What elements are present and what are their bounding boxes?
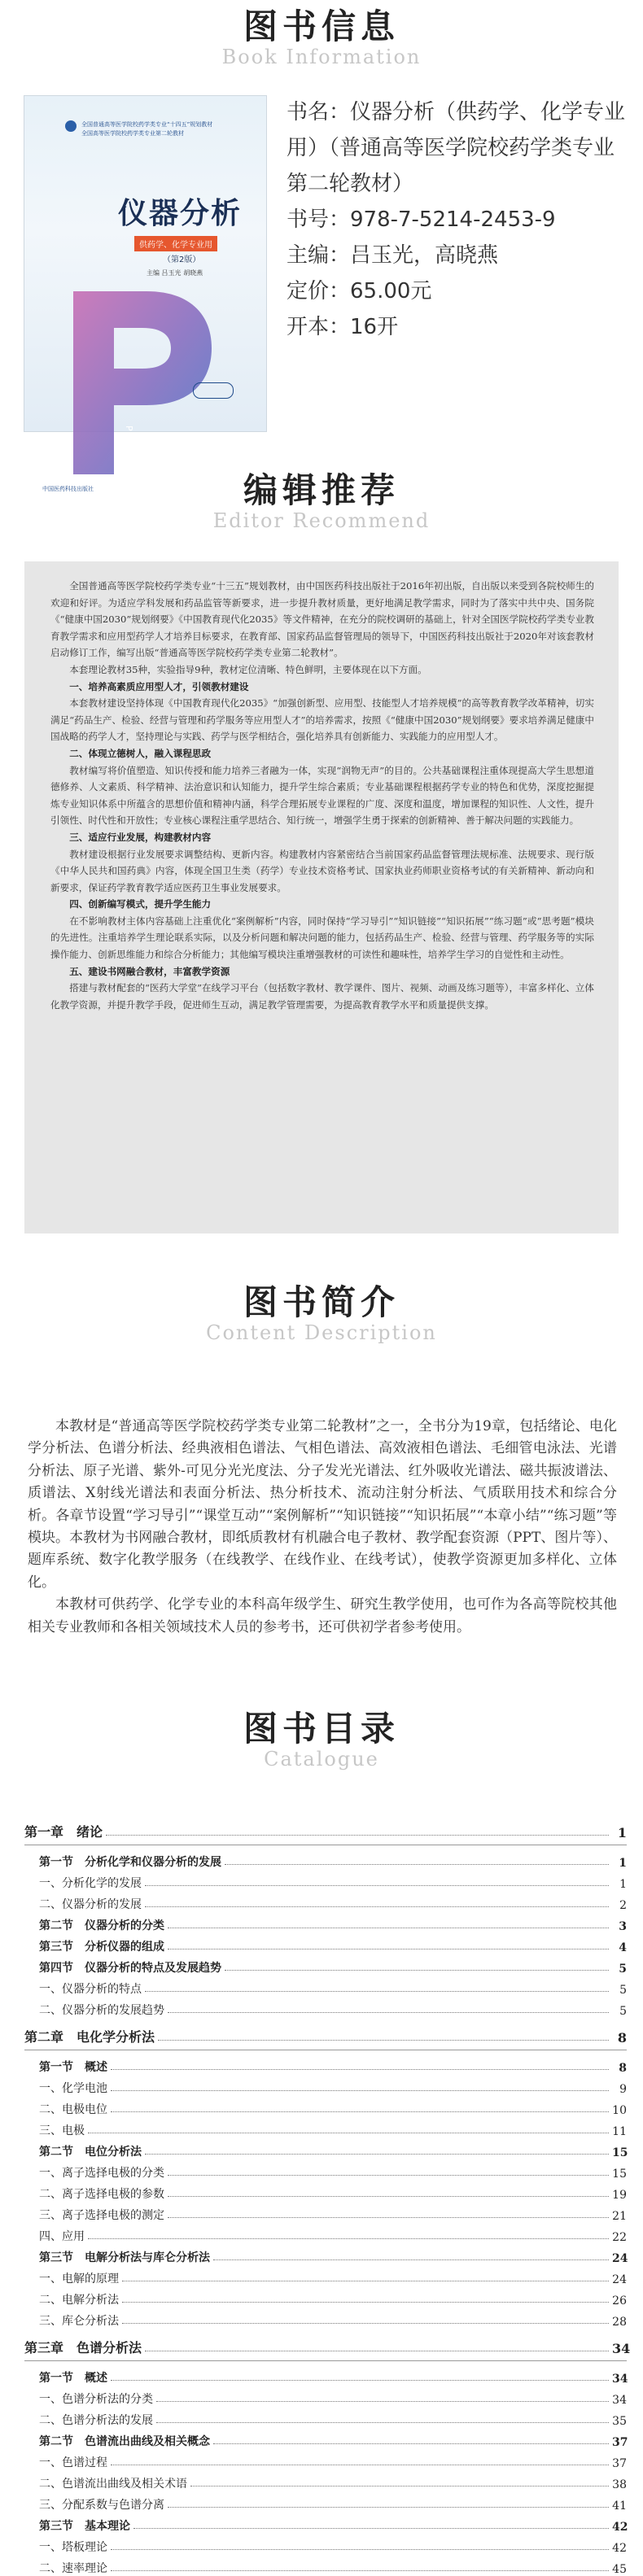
toc-leader-dots — [88, 2238, 609, 2239]
toc-entry-label: 二、仪器分析的发展趋势 — [39, 2002, 168, 2018]
toc-entry-page: 1 — [609, 1857, 627, 1870]
toc-subsection — [24, 2534, 627, 2555]
recommend-paragraph: 教材建设根据行业发展要求调整结构、更新内容。构建教材内容紧密结合当前国家药品监督管理法规标准、法规要求、现行版《中华人民共和国药典》内容，体现全国卫生类（药学）专业技术资格考试、国家执业药师职业资格考试的有关新精神、新动向和新要求，保证药学教育教学适应医药卫生事业发展要求。 — [50, 848, 594, 893]
cover-p-graphic — [57, 283, 220, 489]
toc-subsection — [24, 2117, 627, 2138]
toc-entry-label: 一、电解的原理 — [39, 2270, 122, 2286]
toc-entry-page: 45 — [609, 2563, 627, 2576]
toc-entry-label: 第三节 分析仪器的组成 — [39, 1938, 168, 1954]
recommend-heading-en: Editor Recommend — [212, 509, 431, 532]
toc-leader-dots — [213, 2259, 609, 2260]
cover-authors: 主编 吕玉光 胡晓燕 — [147, 269, 203, 277]
toc-entry-page: 26 — [609, 2294, 627, 2307]
toc-subsection — [24, 2491, 627, 2513]
toc-entry-page: 42 — [609, 2521, 627, 2534]
toc-leader-dots — [111, 2380, 609, 2381]
toc-entry-label: 第一节 分析化学和仪器分析的发展 — [39, 1853, 225, 1870]
toc-section — [24, 1849, 627, 1870]
toc-entry-page: 15 — [609, 2168, 627, 2181]
book-editor-line: 主编：吕玉光，高晓燕 — [287, 243, 499, 268]
cover-edition: （第2版） — [163, 255, 201, 264]
toc-entry-page: 5 — [609, 1963, 627, 1976]
toc-leader-dots — [111, 2549, 609, 2550]
cover-logo-icon — [193, 382, 234, 399]
toc-chapter — [24, 2329, 631, 2356]
toc-section — [24, 2244, 627, 2265]
toc-entry-page: 34 — [609, 2394, 627, 2407]
book-info-heading — [0, 7, 643, 68]
cover-emblem-icon — [65, 120, 77, 132]
recommend-subheading: 二、体现立德树人，融入课程思政 — [69, 747, 212, 759]
toc-entry-page: 10 — [609, 2104, 627, 2117]
toc-entry-label: 三、电极 — [39, 2122, 88, 2138]
cover-title: 仪器分析 — [118, 197, 243, 230]
toc-heading-cn: 图书目录 — [243, 1709, 400, 1749]
toc-leader-dots — [122, 2302, 609, 2303]
toc-entry-label: 二、电解分析法 — [39, 2291, 122, 2307]
intro-heading — [0, 1282, 643, 1344]
book-cover-image — [24, 96, 266, 492]
toc-entry-label: 第二节 仪器分析的分类 — [39, 1917, 168, 1933]
toc-chapter — [24, 2018, 627, 2046]
toc-section — [24, 2513, 627, 2534]
toc-entry-label: 一、仪器分析的特点 — [39, 1980, 145, 1997]
toc-subsection — [24, 2286, 627, 2307]
recommend-paragraph: 本套教材建设坚持体现《中国教育现代化2035》“加强创新型、应用型、技能型人才培养规模”的高等教育教学改革精神，切实满足“药品生产、检验、经营与管理和药学服务等应用型人才”的培养需求，按照《“健康中国2030”规划纲要》要求培养满足健康中国战略的药学人才，坚持理论与实践、药学与医学相结合，强化培养具有创新能力、实践能力的应用型人才。 — [50, 697, 594, 743]
toc-subsection — [24, 1997, 627, 2018]
toc-leader-dots — [156, 2422, 609, 2423]
toc-entry-page: 1 — [609, 1825, 627, 1840]
toc-entry-page: 19 — [609, 2189, 627, 2202]
toc-entry-label: 第三章 色谱分析法 — [24, 2338, 145, 2356]
book-format-line: 开本：16开 — [287, 315, 399, 339]
toc-leader-dots — [111, 2570, 609, 2571]
toc-entry-label: 一、色谱分析法的分类 — [39, 2390, 156, 2407]
toc-section — [24, 1954, 627, 1976]
recommend-paragraph: 全国普通高等医学院校药学类专业“十三五”规划教材，由中国医药科技出版社于2016年初出版，自出版以来受到各院校师生的欢迎和好评。为适应学科发展和药品监管等新要求，进一步提升教材质量，更好地满足教学需求，同时为了落实中共中央、国务院《“健康中国2030”规划纲要》《中国教育现代化2035》等文件精神，在充分的院校调研的基础上，针对全国医学院校药学类专业教育教学需求和应用型药学人才培养目标要求，在教育部、国家药品监督管理局的领导下，中国医药科技出版社于2020年对该套教材启动修订工作，编写出版“普通高等医学院校药学类专业第二轮教材”。 — [50, 580, 594, 659]
toc-leader-dots — [145, 1906, 609, 1907]
toc-entry-label: 二、离子选择电极的参数 — [39, 2185, 168, 2202]
toc-heading-en: Catalogue — [264, 1748, 379, 1770]
recommend-paragraph: 搭建与教材配套的“医药大学堂”在线学习平台（包括数字教材、教学课件、图片、视频、动画及练习题等），丰富多样化、立体化教学资源，并提升教学手段，促进师生互动，满足教学管理需要，为提高教育教学水平和质量提供支撑。 — [50, 982, 594, 1011]
toc-leader-dots — [225, 1970, 609, 1971]
recommend-paragraph: 本套理论教材35种，实验指导9种，教材定位清晰、特色鲜明，主要体现在以下方面。 — [69, 663, 427, 675]
book-title-line: 书名：仪器分析（供药学、化学专业用）（普通高等医学院校药学类专业第二轮教材） — [287, 100, 626, 196]
toc-entry-page: 5 — [609, 1984, 627, 1997]
recommend-heading-cn: 编辑推荐 — [243, 470, 400, 510]
intro-paragraph: 本教材是“普通高等医学院校药学类专业第二轮教材”之一，全书分为19章，包括绪论、电化学分析法、色谱分析法、经典液相色谱法、气相色谱法、高效液相色谱法、毛细管电泳法、光谱分析法、原子光谱、紫外-可见分光光度法、分子发光光谱法、红外吸收光谱法、磁共振波谱法、质谱法、X射线光谱法和表面分析法、热分析技术、流动注射分析法、气质联用技术和综合分析。各章节设置“学习导引”“课堂互动”“案例解析”“知识链接”“知识拓展”“本章小结”“练习题”等模块。本教材为书网融合教材，即纸质教材有机融合电子教材、教学配套资源（PPT、图片等）、题库系统、数字化教学服务（在线教学、在线作业、在线考试），使教学资源更加多样化、立体化。 — [28, 1418, 617, 1591]
toc-entry-label: 第四节 仪器分析的特点及发展趋势 — [39, 1959, 225, 1976]
toc-entry-label: 二、仪器分析的发展 — [39, 1896, 145, 1912]
toc-entry-page: 42 — [609, 2542, 627, 2555]
toc-heading — [0, 1709, 643, 1770]
toc-subsection — [24, 2470, 627, 2491]
toc-entry-page: 11 — [609, 2125, 627, 2138]
book-info-block — [287, 94, 628, 345]
toc-entry-label: 三、离子选择电极的测定 — [39, 2207, 168, 2223]
toc-subsection — [24, 2407, 627, 2428]
recommend-subheading: 四、创新编写模式，提升学生能力 — [69, 898, 212, 910]
toc-entry-label: 一、分析化学的发展 — [39, 1875, 145, 1891]
toc-leader-dots — [168, 2196, 609, 2197]
toc-entry-label: 第二节 电位分析法 — [39, 2143, 145, 2159]
intro-text — [28, 1416, 617, 1639]
toc-entry-label: 二、电极电位 — [39, 2101, 111, 2117]
toc-entry-label: 二、色谱流出曲线及相关术语 — [39, 2475, 190, 2491]
toc-subsection — [24, 1976, 627, 1997]
toc-leader-dots — [122, 2323, 609, 2324]
toc-section — [24, 1933, 627, 1954]
toc-section — [24, 2138, 627, 2159]
cover-series-lines — [81, 120, 212, 138]
recommend-heading — [0, 470, 643, 532]
book-info-heading-en: Book Information — [221, 46, 422, 68]
toc-leader-dots — [145, 2154, 609, 2155]
toc-subsection — [24, 2449, 627, 2470]
toc-subsection — [24, 2265, 627, 2286]
toc-leader-dots — [158, 2040, 609, 2041]
intro-heading-en: Content Description — [206, 1321, 437, 1344]
toc-entry-page: 28 — [609, 2316, 627, 2329]
toc-entry-page: 21 — [609, 2210, 627, 2223]
intro-heading-cn: 图书简介 — [243, 1282, 400, 1322]
toc-entry-label: 三、库仑分析法 — [39, 2312, 122, 2329]
toc-entry-page: 35 — [609, 2415, 627, 2428]
toc-subsection — [24, 2223, 627, 2244]
toc-entry-page: 41 — [609, 2500, 627, 2513]
toc-entry-page: 22 — [609, 2231, 627, 2244]
table-of-contents — [24, 1813, 631, 2576]
toc-leader-dots — [156, 2401, 609, 2402]
toc-entry-label: 第一章 绪论 — [24, 1822, 106, 1840]
toc-entry-page: 15 — [609, 2146, 627, 2159]
toc-entry-label: 一、离子选择电极的分类 — [39, 2164, 168, 2181]
toc-divider — [24, 2360, 627, 2361]
toc-subsection — [24, 1870, 627, 1891]
cover-series-line-2: 全国高等医学院校药学类专业第二轮教材 — [81, 130, 184, 137]
toc-entry-page: 5 — [609, 2005, 627, 2018]
intro-paragraph: 本教材可供药学、化学专业的本科高年级学生、研究生教学使用，也可作为各高等院校其他相关专业教师和各相关领域技术人员的参考书，还可供初学者参考使用。 — [28, 1596, 617, 1635]
toc-entry-page: 34 — [609, 2373, 627, 2386]
toc-subsection — [24, 2202, 627, 2223]
toc-entry-label: 二、色谱分析法的发展 — [39, 2412, 156, 2428]
toc-subsection — [24, 2181, 627, 2202]
toc-entry-page: 8 — [609, 2062, 627, 2075]
cover-vertical-text: PHARMACY — [124, 426, 134, 489]
toc-entry-page: 8 — [609, 2030, 627, 2046]
toc-entry-page: 4 — [609, 1941, 627, 1954]
toc-leader-dots — [168, 2507, 609, 2508]
toc-leader-dots — [111, 2069, 609, 2070]
toc-subsection — [24, 2096, 627, 2117]
book-price-line: 定价：65.00元 — [287, 279, 432, 303]
toc-entry-label: 第二章 电化学分析法 — [24, 2027, 158, 2046]
recommend-subheading: 一、培养高素质应用型人才，引领教材建设 — [69, 680, 249, 692]
toc-leader-dots — [145, 1885, 609, 1886]
toc-entry-page: 1 — [609, 1878, 627, 1891]
toc-entry-label: 一、色谱过程 — [39, 2454, 111, 2470]
toc-entry-label: 第三节 基本理论 — [39, 2517, 133, 2534]
toc-leader-dots — [111, 2090, 609, 2091]
toc-leader-dots — [145, 1991, 609, 1992]
toc-subsection — [24, 2555, 627, 2576]
toc-leader-dots — [168, 2175, 609, 2176]
recommend-subheading: 三、适应行业发展，构建教材内容 — [69, 831, 212, 843]
toc-section — [24, 2054, 627, 2075]
cover-subtitle: 供药学、化学专业用 — [134, 236, 217, 251]
toc-leader-dots — [213, 2443, 609, 2444]
toc-leader-dots — [168, 2217, 609, 2218]
toc-section — [24, 1912, 627, 1933]
toc-leader-dots — [225, 1864, 609, 1865]
toc-subsection — [24, 1891, 627, 1912]
toc-entry-label: 三、分配系数与色谱分离 — [39, 2496, 168, 2513]
toc-entry-label: 第一节 概述 — [39, 2059, 111, 2075]
toc-entry-page: 37 — [609, 2457, 627, 2470]
recommend-box — [24, 561, 619, 1233]
toc-entry-page: 2 — [609, 1899, 627, 1912]
toc-leader-dots — [106, 1835, 609, 1836]
toc-entry-label: 第二节 色谱流出曲线及相关概念 — [39, 2433, 213, 2449]
toc-entry-label: 第一节 概述 — [39, 2369, 111, 2386]
recommend-paragraph: 教材编写将价值塑造、知识传授和能力培养三者融为一体，实现“润物无声”的目的。公共基础课程注重体现提高大学生思想道德修养、人文素质、科学精神、法治意识和认知能力，提升学生综合素质；专业基础课程根据药学专业的特色和优势，深度挖掘提炼专业知识体系中所蕴含的思想价值和精神内涵，科学合理拓展专业课程的广度、深度和温度，增加课程的知识性、人文性，提升引领性、时代性和开放性；专业核心课程注重学思结合、知行统一，增强学生勇于探索的创新精神、善于解决问题的实践能力。 — [50, 764, 594, 827]
toc-entry-page: 24 — [609, 2273, 627, 2286]
toc-chapter — [24, 1813, 627, 1840]
book-info-heading-cn: 图书信息 — [243, 7, 400, 46]
toc-subsection — [24, 2307, 627, 2329]
toc-entry-page: 24 — [609, 2252, 627, 2265]
toc-entry-label: 一、塔板理论 — [39, 2539, 111, 2555]
book-isbn-line: 书号：978-7-5214-2453-9 — [287, 207, 556, 232]
toc-leader-dots — [111, 2111, 609, 2112]
toc-entry-label: 一、化学电池 — [39, 2080, 111, 2096]
toc-leader-dots — [133, 2528, 609, 2529]
toc-subsection — [24, 2386, 627, 2407]
toc-entry-page: 34 — [609, 2341, 627, 2356]
toc-entry-label: 四、应用 — [39, 2228, 88, 2244]
recommend-paragraph: 在不影响教材主体内容基础上注重优化“案例解析”内容，同时保持“学习导引”“知识链接”“知识拓展”“练习题”或“思考题”模块的先进性。注重培养学生理论联系实际，以及分析问题和解决问题的能力，包括药品生产、检验、经营与管理、药学服务等的实际操作能力、创新思维能力和综合分析能力；其他编写模块注重增强教材的可读性和趣味性，培养学生学习的自觉性和主动性。 — [50, 915, 594, 961]
toc-entry-label: 二、速率理论 — [39, 2560, 111, 2576]
toc-section — [24, 2428, 627, 2449]
recommend-subheading: 五、建设书网融合教材，丰富教学资源 — [69, 965, 230, 977]
toc-entry-page: 3 — [609, 1920, 627, 1933]
toc-leader-dots — [168, 2012, 609, 2013]
toc-subsection — [24, 2159, 627, 2181]
toc-entry-label: 第三节 电解分析法与库仑分析法 — [39, 2249, 213, 2265]
toc-entry-page: 9 — [609, 2083, 627, 2096]
toc-subsection — [24, 2075, 627, 2096]
toc-entry-page: 37 — [609, 2436, 627, 2449]
toc-entry-page: 38 — [609, 2478, 627, 2491]
toc-section — [24, 2364, 627, 2386]
cover-series-line-1: 全国普通高等医学院校药学类专业“十四五”规划教材 — [81, 121, 213, 128]
cover-publisher: 中国医药科技出版社 — [42, 486, 94, 492]
